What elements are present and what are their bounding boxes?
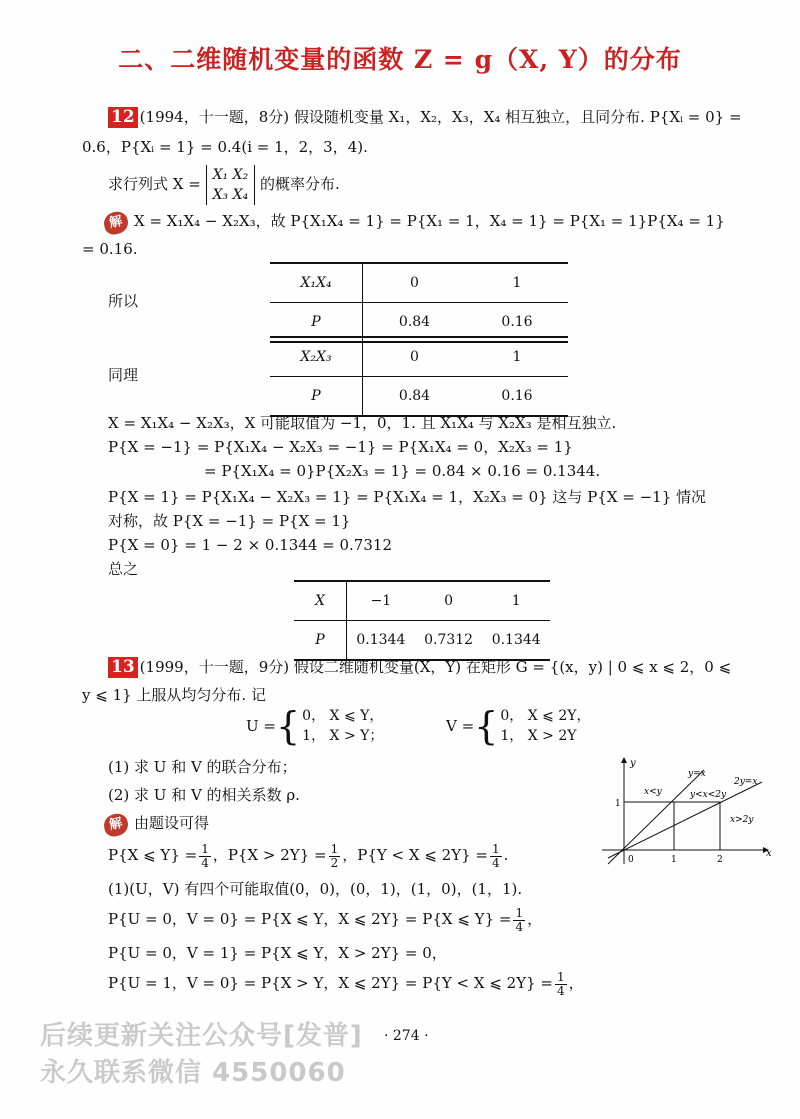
frac-num: 1 [330, 841, 339, 856]
table-head: X [294, 581, 347, 621]
solution-13-l2 [108, 904, 542, 934]
det-row-1: X₁ X₂ [212, 167, 249, 183]
frac-den: 4 [515, 919, 524, 934]
table-cell: 0.84 [363, 377, 467, 417]
label-suoyi: 所以 [108, 292, 139, 310]
left-brace-icon: { [474, 704, 499, 748]
question-1: (1) 求 U 和 V 的联合分布； [108, 758, 297, 776]
frac-den: 4 [201, 855, 209, 870]
problem-13-line1: (1999，十一题，9分) 假设二维随机变量(X，Y) 在矩形 G = {(x，y) | 0 ⩽ x ⩽ 2，0 ⩽ [139, 658, 732, 676]
problem-13-line2: y ⩽ 1} 上服从均匀分布. 记 [82, 686, 266, 704]
v-definition [446, 706, 590, 746]
left-brace-icon: { [275, 704, 301, 748]
frac-den: 4 [492, 855, 500, 870]
frac-num: 1 [492, 841, 500, 856]
v-case-2: 1， X > 2Y [500, 728, 577, 744]
table-cell: 0 [363, 263, 467, 303]
table-cell: 1 [482, 581, 550, 621]
solution-12-line2: = 0.16. [82, 240, 138, 258]
table-cell: 0.1344 [482, 621, 550, 661]
solution-13-l4 [108, 968, 584, 998]
det-suffix: 的概率分布. [259, 175, 340, 193]
eq-text: ， [527, 910, 543, 928]
eq-text: P{U = 0，V = 0} = P{X ⩽ Y，X ⩽ 2Y} = P{X ⩽ Y} = [108, 910, 512, 928]
table-cell: 0.1344 [347, 621, 415, 661]
table-head: P [270, 377, 363, 417]
region-figure [600, 752, 780, 872]
u-prefix: U = [246, 717, 276, 735]
solution-12-s5: = P{X₁X₄ = 0}P{X₂X₃ = 1} = 0.84 × 0.16 = 0.1344. [204, 462, 601, 480]
solution-12-s3: X = X₁X₄ − X₂X₃，X 可能取值为 −1，0，1. 且 X₁X₄ 与 X₂X₃ 是相互独立. [108, 414, 617, 432]
question-2: (2) 求 U 和 V 的相关系数 ρ. [108, 786, 300, 804]
watermark-line-2: 永久联系微信 4550060 [40, 1058, 346, 1088]
page-number: · 274 · [384, 1028, 429, 1044]
frac-num: 1 [201, 841, 209, 856]
table-x2x3 [270, 336, 568, 417]
table-head: P [294, 621, 347, 661]
solution-13-intro [104, 812, 209, 836]
solution-12-s9: 总之 [108, 560, 139, 578]
label-x-gt-2y: x>2y [730, 815, 754, 825]
problem-12-line2: 0.6，P{Xᵢ = 1} = 0.4(i = 1，2，3，4). [82, 138, 368, 156]
eq-text: ，P{X > 2Y} = [212, 846, 327, 864]
fraction [490, 843, 502, 870]
label-tongli: 同理 [108, 366, 139, 384]
solution-13-intro-text: 由题设可得 [134, 814, 210, 832]
determinant [206, 165, 256, 205]
frac-num: 1 [557, 969, 565, 984]
fraction [199, 843, 211, 870]
u-case-2: 1， X > Y； [302, 728, 384, 744]
jie-icon: 解 [102, 210, 130, 237]
section-title: 二、二维随机变量的函数 Z = g（X, Y）的分布 [118, 45, 682, 74]
label-x-lt-y: x<y [644, 787, 662, 797]
table-cell: 0.16 [466, 303, 568, 343]
tick-x2: 2 [717, 855, 723, 865]
table-head: X₂X₃ [270, 337, 363, 377]
table-cell: 0.7312 [415, 621, 483, 661]
v-case-1: 0， X ⩽ 2Y， [500, 708, 591, 724]
problem-number-badge: 13 [108, 657, 138, 678]
tick-y1: 1 [615, 799, 621, 809]
problem-12-line1: (1994，十一题，8分) 假设随机变量 X₁，X₂，X₃，X₄ 相互独立，且同分布. P{Xᵢ = 0} = [139, 108, 742, 126]
table-cell: 0.84 [363, 303, 467, 343]
det-row-2: X₃ X₄ [212, 187, 249, 203]
x-axis-label: x [766, 848, 772, 859]
eq-text: P{X ⩽ Y} = [108, 846, 198, 864]
problem-number-badge: 12 [108, 107, 138, 128]
eq-text: ， [568, 974, 584, 992]
table-cell: 0.16 [466, 377, 568, 417]
table-cell: −1 [347, 581, 415, 621]
fraction [513, 907, 525, 934]
table-head: X₁X₄ [270, 263, 363, 303]
u-cases [302, 706, 383, 746]
table-x-distribution [294, 580, 550, 661]
u-case-1: 0， X ⩽ Y， [302, 708, 384, 724]
solution-12-s6: P{X = 1} = P{X₁X₄ − X₂X₃ = 1} = P{X₁X₄ = 1，X₂X₃ = 0} 这与 P{X = −1} 情况 [108, 488, 707, 506]
solution-12-s7: 对称，故 P{X = −1} = P{X = 1} [108, 512, 351, 530]
determinant-question [108, 164, 340, 205]
jie-icon: 解 [102, 812, 130, 839]
frac-den: 4 [557, 983, 565, 998]
table-cell: 1 [466, 263, 568, 303]
solution-13-l1: (1)(U，V) 有四个可能取值(0，0)，(0，1)，(1，0)，(1，1). [108, 880, 523, 898]
fraction [329, 843, 341, 870]
eq-text: P{U = 1，V = 0} = P{X > Y，X ⩽ 2Y} = P{Y < X ⩽ 2Y} = [108, 974, 554, 992]
u-definition [246, 706, 383, 746]
solution-13-l3: P{U = 0，V = 1} = P{X ⩽ Y，X > 2Y} = 0， [108, 944, 447, 962]
problem-12-statement [108, 106, 742, 128]
solution-13-probs [108, 840, 508, 870]
label-2y-eq-x: 2y=x [734, 777, 758, 787]
v-cases [500, 706, 590, 746]
watermark-line-1: 后续更新关注公众号[发普] [40, 1021, 363, 1051]
table-x1x4 [270, 262, 568, 343]
table-head: P [270, 303, 363, 343]
v-prefix: V = [446, 717, 475, 735]
tick-x1: 1 [671, 855, 677, 865]
solution-12-line1 [104, 210, 725, 234]
problem-13-statement [108, 656, 731, 678]
frac-num: 1 [515, 905, 524, 920]
table-cell: 1 [466, 337, 568, 377]
frac-den: 2 [330, 855, 339, 870]
table-cell: 0 [415, 581, 483, 621]
solution-12-text1: X = X₁X₄ − X₂X₃，故 P{X₁X₄ = 1} = P{X₁ = 1，X₄ = 1} = P{X₁ = 1}P{X₄ = 1} [134, 212, 725, 230]
y-axis-label: y [630, 758, 636, 769]
table-cell: 0 [363, 337, 467, 377]
label-y-eq-x: y=x [688, 769, 706, 779]
label-middle-region: y<x<2y [690, 790, 727, 800]
eq-text: ，P{Y < X ⩽ 2Y} = [342, 846, 488, 864]
fraction [555, 971, 567, 998]
eq-text: . [503, 846, 509, 864]
det-prefix: 求行列式 X = [108, 175, 201, 193]
solution-12-s4: P{X = −1} = P{X₁X₄ − X₂X₃ = −1} = P{X₁X₄ = 0，X₂X₃ = 1} [108, 438, 573, 456]
tick-origin: 0 [628, 855, 634, 865]
solution-12-s8: P{X = 0} = 1 − 2 × 0.1344 = 0.7312 [108, 536, 392, 554]
